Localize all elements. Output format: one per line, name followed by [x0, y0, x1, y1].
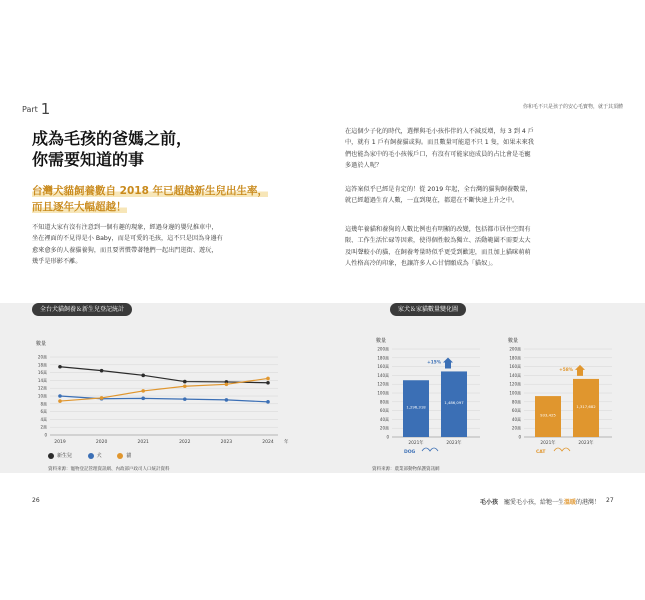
data-point [141, 397, 145, 401]
left-source: 資料來源：寵物登記管理資訊網、內政部戶政司人口統計資料 [48, 467, 170, 472]
y-tick-label: 80萬 [379, 399, 389, 405]
y-tick-label: 180萬 [377, 355, 389, 361]
data-point [58, 399, 62, 403]
y-tick-label: 16萬 [37, 370, 47, 376]
part-label: Part 1 [22, 100, 51, 118]
bar-data-label: 1,296,318 [406, 404, 426, 410]
x-tick-label: 2019 [54, 440, 66, 445]
animal-label: DOG [404, 450, 416, 455]
bar-data-label: 1,486,097 [444, 400, 464, 406]
subheading: 台灣犬貓飼養數自 2018 年已超越新生兒出生率， 而且逐年大幅超越！ [32, 185, 269, 213]
y-tick-label: 10萬 [37, 393, 47, 399]
line-legend [48, 452, 131, 459]
y-tick-label: 2萬 [40, 424, 47, 430]
x-tick-label: 2023年 [578, 441, 594, 446]
legend-newborn: 新生兒 [48, 453, 72, 459]
y-axis-label: 數量 [508, 338, 519, 344]
right-chart-pill: 家犬＆家貓數量變化圖 [390, 303, 466, 316]
y-tick-label: 160萬 [509, 364, 521, 370]
footer-brand: 毛小孩 [480, 499, 499, 506]
y-tick-label: 4萬 [40, 416, 47, 422]
x-axis-label: 年 [284, 440, 289, 445]
data-point [225, 383, 229, 387]
line-chart [28, 335, 308, 453]
x-tick-label: 2021 [137, 440, 149, 445]
x-tick-label: 2021年 [408, 441, 424, 446]
y-tick-label: 100萬 [509, 390, 521, 396]
data-point [183, 380, 187, 384]
y-tick-label: 0 [386, 434, 389, 440]
y-tick-label: 20萬 [379, 425, 389, 431]
y-tick-label: 14萬 [37, 377, 47, 383]
y-tick-label: 80萬 [511, 399, 521, 405]
y-tick-label: 40萬 [379, 416, 389, 422]
y-tick-label: 40萬 [511, 416, 521, 422]
y-tick-label: 200萬 [377, 346, 389, 352]
data-point [100, 396, 104, 400]
y-tick-label: 60萬 [379, 408, 389, 414]
animal-silhouette-icon [554, 448, 570, 451]
legend-cat: 貓 [117, 453, 131, 459]
animal-silhouette-icon [422, 448, 438, 451]
animal-label: CAT [536, 450, 546, 455]
data-point [266, 377, 270, 381]
y-tick-label: 60萬 [511, 408, 521, 414]
data-point [58, 365, 62, 369]
y-tick-label: 18萬 [37, 362, 47, 368]
left-chart-pill: 全台犬貓飼養＆新生兒登記統計 [32, 303, 132, 316]
dog-bar-chart [368, 333, 493, 463]
y-tick-label: 120萬 [509, 381, 521, 387]
y-tick-label: 140萬 [377, 372, 389, 378]
y-tick-label: 180萬 [509, 355, 521, 361]
cat-bar-chart [500, 333, 625, 463]
data-point [100, 369, 104, 373]
bar-data-label: 933,425 [540, 412, 556, 418]
growth-label: +15% [427, 360, 441, 366]
data-point [266, 381, 270, 385]
data-point [266, 400, 270, 404]
y-tick-label: 20萬 [37, 354, 47, 360]
y-tick-label: 0 [44, 432, 47, 438]
right-paragraph-2: 這答案似乎已經是肯定的！從 2019 年起，全台灣的貓狗飼養數量， 就已經超過生育人數，一直到現在，都還在不斷快速上升之中。 [345, 186, 532, 205]
y-tick-label: 20萬 [511, 425, 521, 431]
x-tick-label: 2020 [95, 440, 108, 445]
y-tick-label: 100萬 [377, 390, 389, 396]
running-header: 你和毛不只是孩子的安心毛寶物，就于其頂體 [522, 104, 623, 110]
data-point [183, 397, 187, 401]
x-tick-label: 2021年 [540, 441, 556, 446]
data-point [141, 389, 145, 393]
y-axis-label: 數量 [376, 338, 387, 344]
right-source: 資料來源：農業部動物保護資訊網 [372, 467, 440, 472]
y-tick-label: 160萬 [377, 364, 389, 370]
y-axis-label: 數量 [36, 341, 47, 347]
footer-tagline: 毛小孩 寵愛毛小孩，給牠一生溫暖的港灣！ [480, 499, 600, 506]
page-number-right: 27 [606, 497, 614, 504]
x-tick-label: 2023 [220, 440, 233, 445]
data-point [141, 374, 145, 378]
y-tick-label: 120萬 [377, 381, 389, 387]
growth-label: +58% [559, 367, 573, 373]
x-tick-label: 2022 [179, 440, 191, 445]
page-number-left: 26 [32, 497, 40, 504]
y-tick-label: 140萬 [509, 372, 521, 378]
y-tick-label: 8萬 [40, 401, 47, 407]
part-number: 1 [40, 100, 51, 118]
data-point [225, 398, 229, 402]
page-title: 成為毛孩的爸媽之前， 你需要知道的事 [32, 129, 193, 169]
bar-data-label: 1,317,682 [576, 403, 596, 409]
data-point [58, 394, 62, 398]
y-tick-label: 0 [518, 434, 521, 440]
y-tick-label: 200萬 [509, 346, 521, 352]
legend-dog: 犬 [88, 453, 102, 459]
right-paragraph-1: 在這個少子化的時代，選擇與毛小孩作伴的人不減反增，每 3 到 4 戶 中，就有 1 戶有飼養貓或狗。而且數量可能還不只 1 隻，如果未來我 們也能為家中的毛小孩報戶口，有沒有可能家庭成員的占比會是毛寵 多過於人呢？ [345, 128, 534, 170]
x-tick-label: 2024 [262, 440, 274, 445]
y-tick-label: 12萬 [37, 385, 47, 391]
right-paragraph-3: 這幾年養貓和養狗的人數比例也有明顯的改變，包括都市居住空間有 限、工作生活忙碌等因素，使得個性較為獨立、活動範圍不需要太大 及叫聲較小的貓，在飼養考量時似乎更受到歡迎，而且加上貓咪萌萌 人性格高冷的印象，也讓許多人心甘情願成為「貓奴」。 [345, 226, 531, 268]
left-paragraph: 不知道大家有沒有注意到一個有趣的現象，經過身邊的嬰兒推車中， 坐在裡面的不見得是小 Baby，而是可愛的毛孩，這不只是因為身邊有 愈來愈多的人養貓養狗，而且要習慣帶著牠們一起出門逛街、遊玩， 幾乎是形影不離。 [32, 224, 223, 266]
data-point [183, 384, 187, 388]
y-tick-label: 6萬 [40, 409, 47, 415]
x-tick-label: 2023年 [446, 441, 462, 446]
